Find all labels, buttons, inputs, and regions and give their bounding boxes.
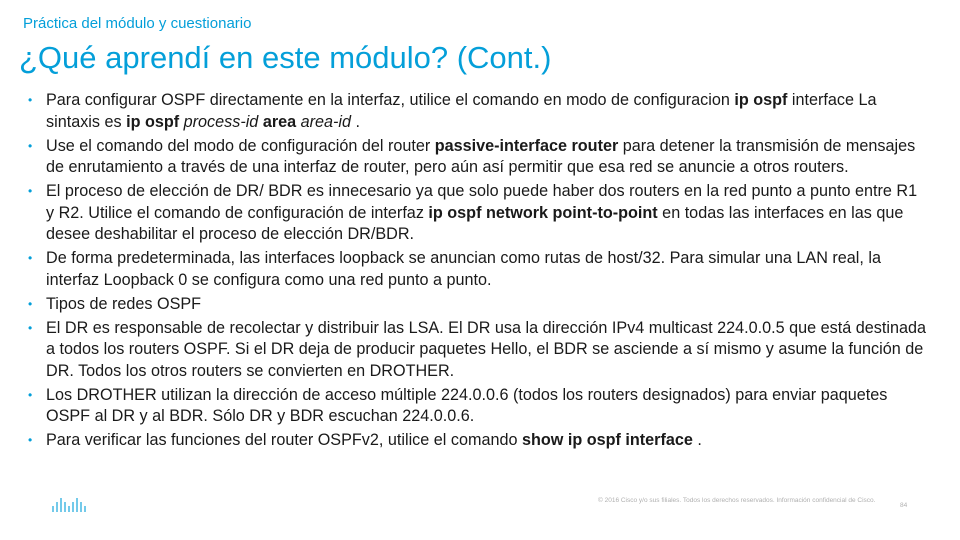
bullet-text: Para verificar las funciones del router OSPFv2, utilice el comando: [46, 431, 522, 449]
bullet-text: interface La sintaxis es: [46, 91, 877, 131]
bullet-command-text: show ip ospf interface: [521, 431, 693, 449]
bullet-text: El proceso de elección de DR/ BDR es innecesario ya que solo puede haber dos routers en la red punto a punto entre R1 y R2. Utilice el comando de configuración de interfaz: [46, 182, 918, 222]
bullet-item: [28, 318, 928, 383]
page-number: 84: [900, 502, 908, 509]
bullet-param-text: process-id: [183, 112, 259, 131]
bullet-item: [28, 90, 928, 133]
bullet-command-text: ip ospf: [734, 91, 788, 109]
bullet-text: De forma predeterminada, las interfaces loopback se anuncian como rutas de host/32. Para simular una LAN real, la interfaz Loopback 0 se configura como una red punto a punto.: [46, 249, 881, 289]
bullet-param-text: area-id: [300, 112, 352, 131]
bullet-text: para detener la transmisión de mensajes de enrutamiento a través de una interfaz de router, pero aún así permitir que esa red se anuncie a otros routers.: [46, 136, 916, 176]
bullet-item: [28, 385, 928, 428]
bullet-dot: •: [28, 251, 33, 265]
bullet-text: Los DROTHER utilizan la dirección de acceso múltiple 224.0.0.6 (todos los routers designados) para enviar paquetes OSPF al DR y al BDR. Sólo DR y BDR escuchan 224.0.0.6.: [46, 385, 888, 425]
bullet-command-text: ip ospf network point-to-point: [428, 203, 658, 222]
page-title: ¿Qué aprendí en este módulo? (Cont.): [19, 40, 552, 75]
cisco-logo-icon: [52, 494, 92, 512]
bullet-item: [28, 430, 928, 452]
bullet-dot: •: [28, 93, 33, 107]
bullet-text: Para configurar OSPF directamente en la interfaz, utilice el comando en modo de configuracion: [46, 91, 735, 109]
footer-copyright: © 2016 Cisco y/o sus filiales. Todos los derechos reservados. Información confidencial de Cisco.: [598, 497, 876, 504]
bullet-dot: •: [28, 296, 33, 311]
bullet-command-text: area: [262, 112, 297, 131]
section-label: Práctica del módulo y cuestionario: [23, 15, 252, 32]
bullet-text: Use el comando del modo de configuración del router: [46, 136, 435, 155]
bullet-item: [28, 136, 928, 179]
bullet-text: Tipos de redes OSPF: [46, 294, 202, 313]
bullet-text: .: [351, 112, 361, 131]
bullet-list: [28, 90, 928, 454]
bullet-text: en todas las interfaces en las que desee deshabilitar el proceso de elección DR/BDR.: [46, 203, 904, 243]
bullet-item: [28, 181, 928, 246]
bullet-text: .: [692, 431, 702, 449]
bullet-command-text: passive-interface router: [434, 136, 619, 155]
bullet-dot: •: [28, 433, 33, 447]
bullet-dot: •: [28, 320, 33, 335]
bullet-dot: •: [28, 387, 33, 402]
bullet-item: [28, 248, 928, 291]
bullet-dot: •: [28, 184, 33, 198]
bullet-dot: •: [28, 138, 33, 153]
bullet-item: [28, 294, 928, 316]
bullet-command-text: ip ospf: [126, 112, 180, 131]
bullet-text: El DR es responsable de recolectar y distribuir las LSA. El DR usa la dirección IPv4 multicast 224.0.0.5 que está destinada a todos los routers OSPF. Si el DR deja de producir paquetes Hello, el BDR se asciende a sí mismo y asume la función de DR. Todos los otros routers se convierten en DROTHER.: [46, 318, 926, 380]
